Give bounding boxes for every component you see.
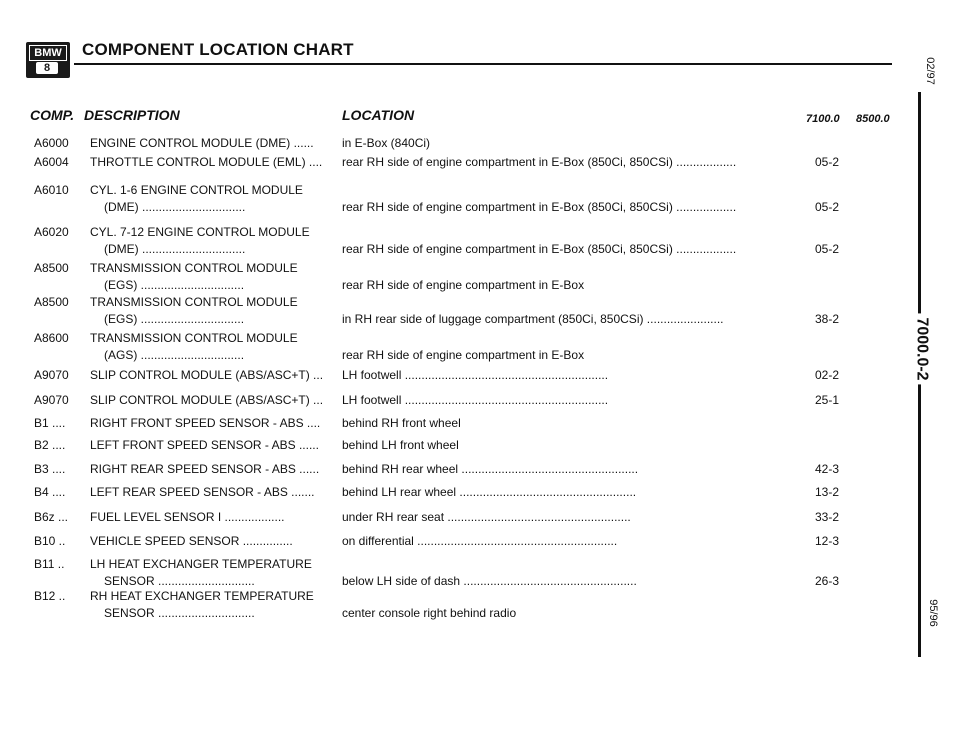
component-description: TRANSMISSION CONTROL MODULE [90,331,298,345]
date-bottom: 95/96 [925,596,941,630]
component-location: rear RH side of engine compartment in E-Box (850Ci, 850CSi) .................. [342,242,737,256]
table-row [0,508,960,527]
component-code: B6z ... [34,510,69,524]
component-location: rear RH side of engine compartment in E-Box [342,278,585,292]
component-description: ENGINE CONTROL MODULE (DME) ...... [90,136,314,150]
component-description: SLIP CONTROL MODULE (ABS/ASC+T) ... [90,368,324,382]
table-row [0,460,960,479]
component-code: A6004 [34,155,69,169]
component-code: B4 .... [34,485,66,499]
component-code: A9070 [34,368,69,382]
reference-page: 05-2 [815,242,840,256]
component-description: THROTTLE CONTROL MODULE (EML) .... [90,155,323,169]
page-number: 7000.0-2 [911,313,933,384]
component-code: B2 .... [34,438,66,452]
component-description: LEFT REAR SPEED SENSOR - ABS ....... [90,485,315,499]
component-description: LH HEAT EXCHANGER TEMPERATURE [90,557,312,571]
table-row [0,134,960,153]
table-row [0,391,960,410]
table-row [0,259,960,297]
component-description: TRANSMISSION CONTROL MODULE [90,261,298,275]
reference-page: 05-2 [815,155,840,169]
component-code: B10 .. [34,534,66,548]
col-header-description: DESCRIPTION [84,107,180,123]
component-description: RH HEAT EXCHANGER TEMPERATURE [90,589,314,603]
table-row [0,483,960,502]
component-description-cont: (AGS) ............................... [104,348,245,362]
component-location: in E-Box (840Ci) [342,136,431,150]
col-header-ref1: 7100.0 [806,113,840,125]
component-code: A6020 [34,225,69,239]
reference-page: 02-2 [815,368,840,382]
reference-page: 05-2 [815,200,840,214]
bmw-8-logo [26,42,70,78]
component-code: B3 .... [34,462,66,476]
component-code: A9070 [34,393,69,407]
component-location: behind RH front wheel [342,416,461,430]
component-location: rear RH side of engine compartment in E-Box (850Ci, 850CSi) .................. [342,155,737,169]
col-header-ref2: 8500.0 [856,113,890,125]
table-row [0,329,960,367]
reference-page: 12-3 [815,534,840,548]
table-row [0,414,960,433]
component-description-cont: SENSOR ............................. [104,606,255,620]
component-description-cont: (DME) ............................... [104,242,246,256]
component-description: CYL. 7-12 ENGINE CONTROL MODULE [90,225,310,239]
component-location: behind LH rear wheel ..................................................... [342,485,637,499]
component-description: RIGHT REAR SPEED SENSOR - ABS ...... [90,462,320,476]
table-row [0,532,960,551]
table-row [0,223,960,261]
component-description-cont: (EGS) ............................... [104,278,245,292]
component-location: below LH side of dash .................................................... [342,574,637,588]
component-location: behind RH rear wheel ..................................................... [342,462,639,476]
component-code: B1 .... [34,416,66,430]
component-location: under RH rear seat ....................................................... [342,510,631,524]
component-description: VEHICLE SPEED SENSOR ............... [90,534,293,548]
component-description-cont: SENSOR ............................. [104,574,255,588]
component-code: A8500 [34,295,69,309]
component-location: behind LH front wheel [342,438,459,452]
page-title: COMPONENT LOCATION CHART [82,40,354,59]
date-top: 02/97 [923,57,936,85]
component-code: B12 .. [34,589,66,603]
component-code: B11 .. [34,557,65,571]
logo-bmw-text: BMW [29,45,67,61]
component-location: rear RH side of engine compartment in E-Box [342,348,585,362]
reference-page: 26-3 [815,574,840,588]
table-row [0,153,960,172]
component-code: A8600 [34,331,69,345]
component-location: rear RH side of engine compartment in E-Box (850Ci, 850CSi) .................. [342,200,737,214]
component-description: CYL. 1-6 ENGINE CONTROL MODULE [90,183,303,197]
component-description: RIGHT FRONT SPEED SENSOR - ABS .... [90,416,321,430]
component-location: center console right behind radio [342,606,517,620]
component-description: LEFT FRONT SPEED SENSOR - ABS ...... [90,438,319,452]
reference-page: 13-2 [815,485,840,499]
component-code: A8500 [34,261,69,275]
title-rule [74,63,892,65]
reference-page: 42-3 [815,462,840,476]
reference-page: 25-1 [815,393,840,407]
table-row [0,436,960,455]
reference-page: 33-2 [815,510,840,524]
component-description-cont: (DME) ............................... [104,200,246,214]
logo-series-text: 8 [36,62,58,74]
reference-page: 38-2 [815,312,840,326]
component-code: A6010 [34,183,69,197]
col-header-location: LOCATION [342,107,415,123]
component-description-cont: (EGS) ............................... [104,312,245,326]
component-location: in RH rear side of luggage compartment (850Ci, 850CSi) ....................... [342,312,724,326]
table-row [0,587,960,625]
table-row [0,366,960,385]
table-row [0,293,960,331]
col-header-comp: COMP. [30,107,75,123]
component-description: FUEL LEVEL SENSOR I .................. [90,510,285,524]
component-code: A6000 [34,136,69,150]
component-description: SLIP CONTROL MODULE (ABS/ASC+T) ... [90,393,324,407]
component-location: on differential ............................................................ [342,534,618,548]
component-description: TRANSMISSION CONTROL MODULE [90,295,298,309]
component-location: LH footwell ............................................................. [342,368,609,382]
table-row [0,181,960,219]
component-location: LH footwell ............................................................. [342,393,609,407]
